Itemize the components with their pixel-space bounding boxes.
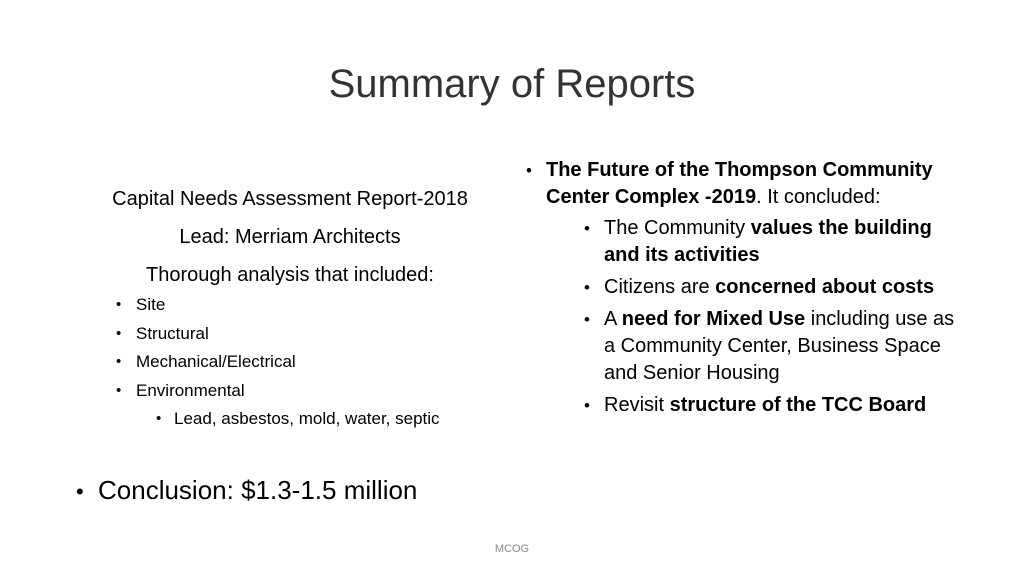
bullet-icon: • (116, 296, 122, 313)
finding-item: • A need for Mixed Use including use as a Community Center, Business Space and Senior Housing (584, 308, 955, 384)
report-analysis-intro: Thorough analysis that included: (146, 264, 434, 286)
bullet-icon: • (584, 278, 590, 297)
slide-title: Summary of Reports (328, 62, 696, 106)
bullet-icon: • (584, 219, 590, 238)
bullet-icon: • (526, 161, 532, 180)
report-lead: Lead: Merriam Architects (179, 226, 401, 248)
left-column (70, 186, 510, 438)
bullet-icon: • (116, 324, 122, 342)
list-subitem: • Lead, asbestos, mold, water, septic (156, 409, 440, 428)
conclusion: • Conclusion: $1.3-1.5 million (76, 474, 417, 508)
list-item: • Environmental (116, 380, 245, 400)
bullet-icon: • (584, 396, 590, 415)
bullet-icon: • (116, 381, 122, 399)
analysis-list (70, 295, 510, 429)
right-column (526, 157, 956, 424)
report-heading: Capital Needs Assessment Report-2018 (112, 188, 468, 210)
finding-item: • Citizens are concerned about costs (546, 274, 956, 301)
future-report-title: The Future of the Thompson Community Center Complex -2019 (546, 159, 933, 208)
bullet-icon: • (76, 479, 84, 504)
list-item: • Mechanical/Electrical (116, 352, 296, 371)
future-report-item: • The Future of the Thompson Community Center Complex -2019. It concluded: • The Community values the building and its activities • Citizens are concerned about costs • A need for Mixed Use including use as a Community Center, Business Space and Senior Housing • Revisit structure of the TCC Board (526, 157, 956, 419)
bullet-icon: • (116, 353, 122, 370)
list-item: • Site (116, 295, 166, 314)
list-item: • Structural (116, 323, 209, 343)
finding-item: • The Community values the building and its activities (584, 217, 932, 266)
footer-text: MCOG (494, 543, 530, 555)
bullet-icon: • (584, 310, 590, 329)
findings-list (546, 215, 956, 419)
bullet-icon: • (156, 410, 162, 427)
finding-item: • Revisit structure of the TCC Board (546, 392, 956, 419)
